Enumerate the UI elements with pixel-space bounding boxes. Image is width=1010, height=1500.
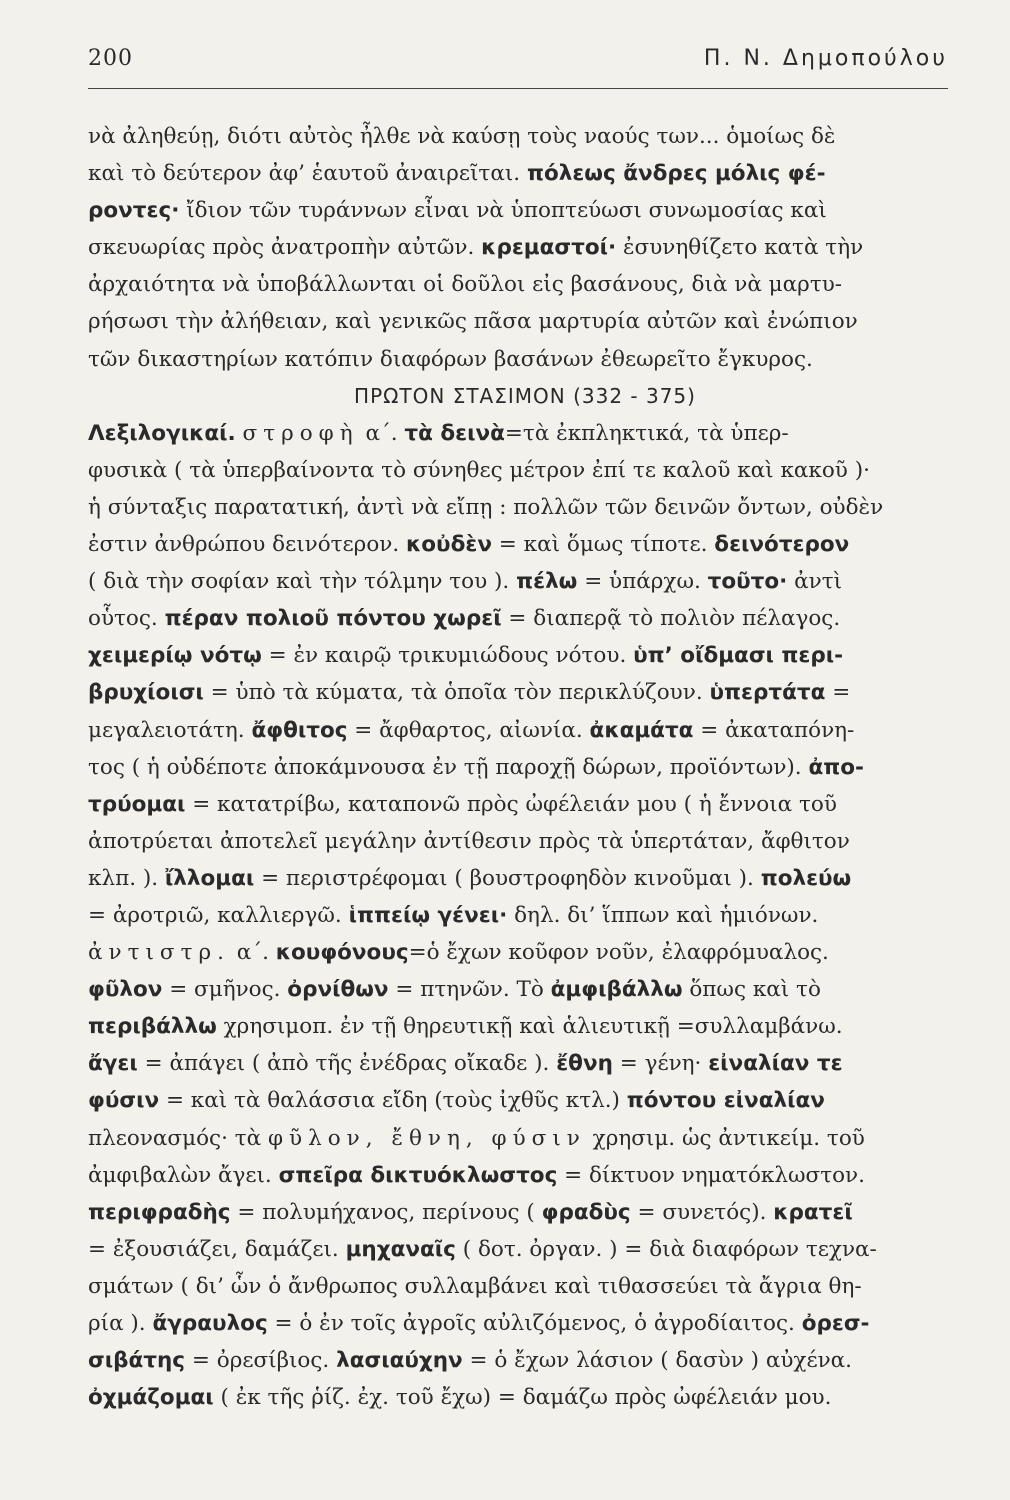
text-run: καὶ τὸ δεύτερον ἀφ’ ἑαυτοῦ ἀναιρεῖται. xyxy=(88,161,527,187)
lemma-term: πέραν πολιοῦ πόντου χωρεῖ xyxy=(164,606,502,632)
text-line xyxy=(88,712,954,749)
text-line xyxy=(88,229,954,266)
text-line xyxy=(88,1305,954,1342)
text-run: = ὁ ἐν τοῖς ἀγροῖς αὐλιζόμενος, ὁ ἀγροδίαιτος. xyxy=(267,1311,802,1336)
lemma-term: σπεῖρα δικτυόκλωστος xyxy=(278,1162,558,1188)
text-run: = συνετός). xyxy=(630,1199,774,1225)
lemma-term: τὰ δεινὰ xyxy=(404,420,505,446)
lemma-term: ἀμφιβάλλω xyxy=(550,977,683,1003)
text-run: = κατατρίβω, καταπονῶ πρὸς ὠφέλειάν μου ( ἡ ἔννοια τοῦ xyxy=(185,791,837,817)
text-line xyxy=(88,266,954,303)
text-line xyxy=(88,637,954,674)
text-run: ὅπως καὶ τὸ xyxy=(682,977,821,1003)
text-line xyxy=(88,415,954,452)
text-line xyxy=(88,971,954,1008)
text-run: = ὑπάρχω. xyxy=(577,569,708,595)
text-run: = καὶ ὅμως τίποτε. xyxy=(491,532,715,558)
text-run: = xyxy=(825,680,851,706)
lemma-term: σιβάτης xyxy=(88,1348,186,1374)
lemma-term: ὀρεσ- xyxy=(801,1311,870,1336)
text-line xyxy=(88,1231,954,1268)
text-run: ( ἐκ τῆς ῥίζ. ἐχ. τοῦ ἔχω) = δαμάζω πρὸς ὠφέλειάν μου. xyxy=(213,1385,832,1411)
text-run: = περιστρέφομαι ( βουστροφηδὸν κινοῦμαι ). xyxy=(254,865,761,891)
lemma-term: τοῦτο· xyxy=(707,569,788,595)
lemma-term: φύσιν xyxy=(88,1088,160,1114)
lemma-term: φῦλον xyxy=(88,977,163,1003)
page-number: 200 xyxy=(88,46,133,71)
text-run: ἀντὶ xyxy=(787,569,843,595)
text-run: σμάτων ( δι’ ὧν ὁ ἄνθρωπος συλλαμβάνει καὶ τιθασσεύει τὰ ἄγρια θη- xyxy=(88,1273,862,1299)
text-run: ἀποτρύεται ἀποτελεῖ μεγάλην ἀντίθεσιν πρὸς τὰ ὑπερτάταν, ἄφθιτον xyxy=(88,828,850,854)
lemma-term: ἱππείῳ γένει· xyxy=(348,902,508,928)
text-line xyxy=(88,1082,954,1119)
lemma-term: περιφραδὴς xyxy=(88,1199,231,1225)
text-line xyxy=(88,118,954,155)
text-run: δηλ. δι’ ἵππων καὶ ἡμιόνων. xyxy=(507,902,819,928)
text-run: = πολυμήχανος, περίνους ( xyxy=(230,1199,542,1225)
lemma-term: εἰναλίαν τε xyxy=(708,1051,843,1077)
lemma-term: κοὐδὲν xyxy=(406,532,492,558)
text-run: οὗτος. xyxy=(88,606,165,632)
lemma-term: ἀπο- xyxy=(808,754,864,780)
text-run: ( δοτ. ὀργαν. ) = διὰ διαφόρων τεχνα- xyxy=(455,1236,877,1262)
lemma-term: ὑπ’ οἴδμασι περι- xyxy=(633,643,844,669)
text-run: = ὀρεσίβιος. xyxy=(185,1348,337,1374)
running-head: Π. Ν. Δημοπούλου xyxy=(703,46,948,71)
text-run: ἴδιον τῶν τυράννων εἶναι νὰ ὑποπτεύωσι συνωμοσίας καὶ xyxy=(179,198,827,224)
lemma-term: πολεύω xyxy=(760,865,852,891)
spaced-text: φῦλον, ἔθνη, φύσιν xyxy=(267,1125,586,1151)
text-line xyxy=(88,1268,954,1305)
lemma-term: πέλω xyxy=(516,569,578,595)
text-run: τῶν δικαστηρίων κατόπιν διαφόρων βασάνων ἐθεωρεῖτο ἔγκυρος. xyxy=(88,346,813,372)
text-run: = δίκτυον νηματόκλωστον. xyxy=(557,1162,865,1188)
lemma-term: βρυχίοισι xyxy=(88,680,204,706)
spaced-text: ἀντιστρ. xyxy=(88,940,230,966)
lemma-term: κρατεῖ xyxy=(773,1199,853,1225)
text-run: = καὶ τὰ θαλάσσια εἴδη (τοὺς ἰχθῦς κτλ.) xyxy=(159,1088,627,1114)
text-line xyxy=(88,1342,954,1379)
lemma-term: μηχαναῖς xyxy=(345,1236,456,1262)
text-run: φυσικὰ ( τὰ ὑπερβαίνοντα τὸ σύνηθες μέτρον ἐπί τε καλοῦ καὶ κακοῦ )· xyxy=(88,457,870,483)
lemma-term: πόλεως ἄνδρες μόλις φέ- xyxy=(526,161,826,187)
text-line xyxy=(88,563,954,600)
text-line xyxy=(88,860,954,897)
text-run: = ἐξουσιάζει, δαμάζει. xyxy=(88,1236,346,1262)
text-line xyxy=(88,526,954,563)
text-line xyxy=(88,1379,954,1416)
text-line xyxy=(88,600,954,637)
page-header xyxy=(88,46,948,86)
text-run: χρησιμοπ. ἐν τῇ θηρευτικῇ καὶ ἁλιευτικῇ =συλλαμβάνω. xyxy=(216,1014,843,1040)
text-run: σκευωρίας πρὸς ἀνατροπὴν αὐτῶν. xyxy=(88,235,482,261)
text-run: ρήσωσι τὴν ἀλήθειαν, καὶ γενικῶς πᾶσα μαρτυρία αὐτῶν καὶ ἐνώπιον xyxy=(88,309,858,335)
text-line xyxy=(88,749,954,786)
text-run: = ἀκαταπόνη- xyxy=(693,717,855,743)
lemma-term: ἔθνη xyxy=(556,1051,613,1077)
text-line xyxy=(88,1008,954,1045)
text-run: ἡ σύνταξις παρατατική, ἀντὶ νὰ εἴπῃ : πολλῶν τῶν δεινῶν ὄντων, οὐδὲν xyxy=(88,494,884,520)
text-run xyxy=(236,421,243,446)
text-line xyxy=(88,1120,954,1157)
lemma-term: ἄγραυλος xyxy=(152,1311,268,1336)
text-run: ἀμφιβαλὼν ἄγει. xyxy=(88,1162,279,1188)
text-run: = πτηνῶν. Τὸ xyxy=(388,977,551,1003)
lemma-term: χειμερίῳ νότῳ xyxy=(88,643,262,669)
text-line xyxy=(88,155,954,192)
text-run: α΄. xyxy=(358,420,405,446)
text-line xyxy=(88,452,954,489)
lemma-term: ὀρνίθων xyxy=(287,977,389,1003)
lemma-term: ἄγει xyxy=(88,1051,138,1077)
text-line xyxy=(88,489,954,526)
lemma-term: ἴλλομαι xyxy=(164,865,255,891)
text-line xyxy=(88,1194,954,1231)
text-run: ( διὰ τὴν σοφίαν καὶ τὴν τόλμην του ). xyxy=(88,569,517,595)
body-text xyxy=(88,118,954,1416)
text-line xyxy=(88,1045,954,1082)
section-heading xyxy=(88,378,954,415)
text-run: = ἀροτριῶ, καλλιεργῶ. xyxy=(88,902,349,928)
text-run: τος ( ἡ οὐδέποτε ἀποκάμνουσα ἐν τῇ παροχῇ δώρων, προϊόντων). xyxy=(88,754,809,780)
text-run: =ὁ ἔχων κοῦφον νοῦν, ἐλαφρόμυαλος. xyxy=(408,940,829,966)
text-run: = ὁ ἔχων λάσιον ( δασὺν ) αὐχένα. xyxy=(462,1348,853,1374)
text-line xyxy=(88,934,954,971)
lemma-term: ἄφθιτος xyxy=(251,717,348,743)
text-run: ρία ). xyxy=(88,1311,153,1336)
text-run: = διαπερᾷ τὸ πολιὸν πέλαγος. xyxy=(501,606,841,632)
text-run: = σμῆνος. xyxy=(162,977,288,1003)
text-line xyxy=(88,897,954,934)
text-run: χρησιμ. ὡς ἀντικείμ. τοῦ xyxy=(585,1125,865,1151)
lemma-term: ὑπερτάτα xyxy=(709,680,826,706)
text-line xyxy=(88,341,954,378)
text-run: =τὰ ἐκπληκτικά, τὰ ὑπερ- xyxy=(504,420,789,446)
text-run: = ἄφθαρτος, αἰωνία. xyxy=(347,717,590,743)
text-run: νὰ ἀληθεύῃ, διότι αὐτὸς ἦλθε νὰ καύσῃ τοὺς ναούς των... ὁμοίως δὲ xyxy=(88,124,836,149)
text-run: ἀρχαιότητα νὰ ὑποβάλλωνται οἱ δοῦλοι εἰς βασάνους, διὰ νὰ μαρτυ- xyxy=(88,272,843,298)
text-line xyxy=(88,823,954,860)
text-run: α΄. xyxy=(229,940,276,966)
text-run: πλεονασμός· τὰ xyxy=(88,1125,268,1151)
text-run: μεγαλειοτάτη. xyxy=(88,717,252,743)
lemma-term: δεινότερον xyxy=(714,532,850,558)
lemma-term: φραδὺς xyxy=(541,1199,631,1225)
text-line xyxy=(88,786,954,823)
lemma-term: ροντες· xyxy=(88,198,180,224)
lemma-term: πόντου εἰναλίαν xyxy=(626,1088,825,1114)
lemma-term: κρεμαστοί· xyxy=(481,235,617,261)
lemma-term: περιβάλλω xyxy=(88,1014,217,1040)
text-run: ΠΡΩΤΟΝ ΣΤΑΣΙΜΟΝ (332 - 375) xyxy=(354,383,696,408)
text-run: κλπ. ). xyxy=(88,865,165,891)
spaced-text: στροφὴ xyxy=(242,420,359,446)
text-run: = ὑπὸ τὰ κύματα, τὰ ὁποῖα τὸν περικλύζουν. xyxy=(203,680,710,706)
lemma-term: ὀχμάζομαι xyxy=(88,1385,214,1411)
lemma-term: τρύομαι xyxy=(88,791,186,817)
text-run: ἐστιν ἀνθρώπου δεινότερον. xyxy=(88,532,407,558)
text-run: = ἀπάγει ( ἀπὸ τῆς ἐνέδρας οἴκαδε ). xyxy=(137,1051,557,1077)
text-line xyxy=(88,1157,954,1194)
text-run: = ἐν καιρῷ τρικυμιώδους νότου. xyxy=(261,643,634,669)
text-line xyxy=(88,192,954,229)
lemma-term: κουφόνους xyxy=(275,940,409,966)
lemma-term: λασιαύχην xyxy=(336,1348,463,1374)
lemma-term: Λεξιλογικαί. xyxy=(88,420,236,446)
header-rule xyxy=(88,88,948,89)
text-line xyxy=(88,303,954,340)
text-run: ἐσυνηθίζετο κατὰ τὴν xyxy=(616,235,864,261)
text-run: = γένη· xyxy=(612,1051,709,1077)
text-line xyxy=(88,674,954,711)
lemma-term: ἀκαμάτα xyxy=(589,717,694,743)
